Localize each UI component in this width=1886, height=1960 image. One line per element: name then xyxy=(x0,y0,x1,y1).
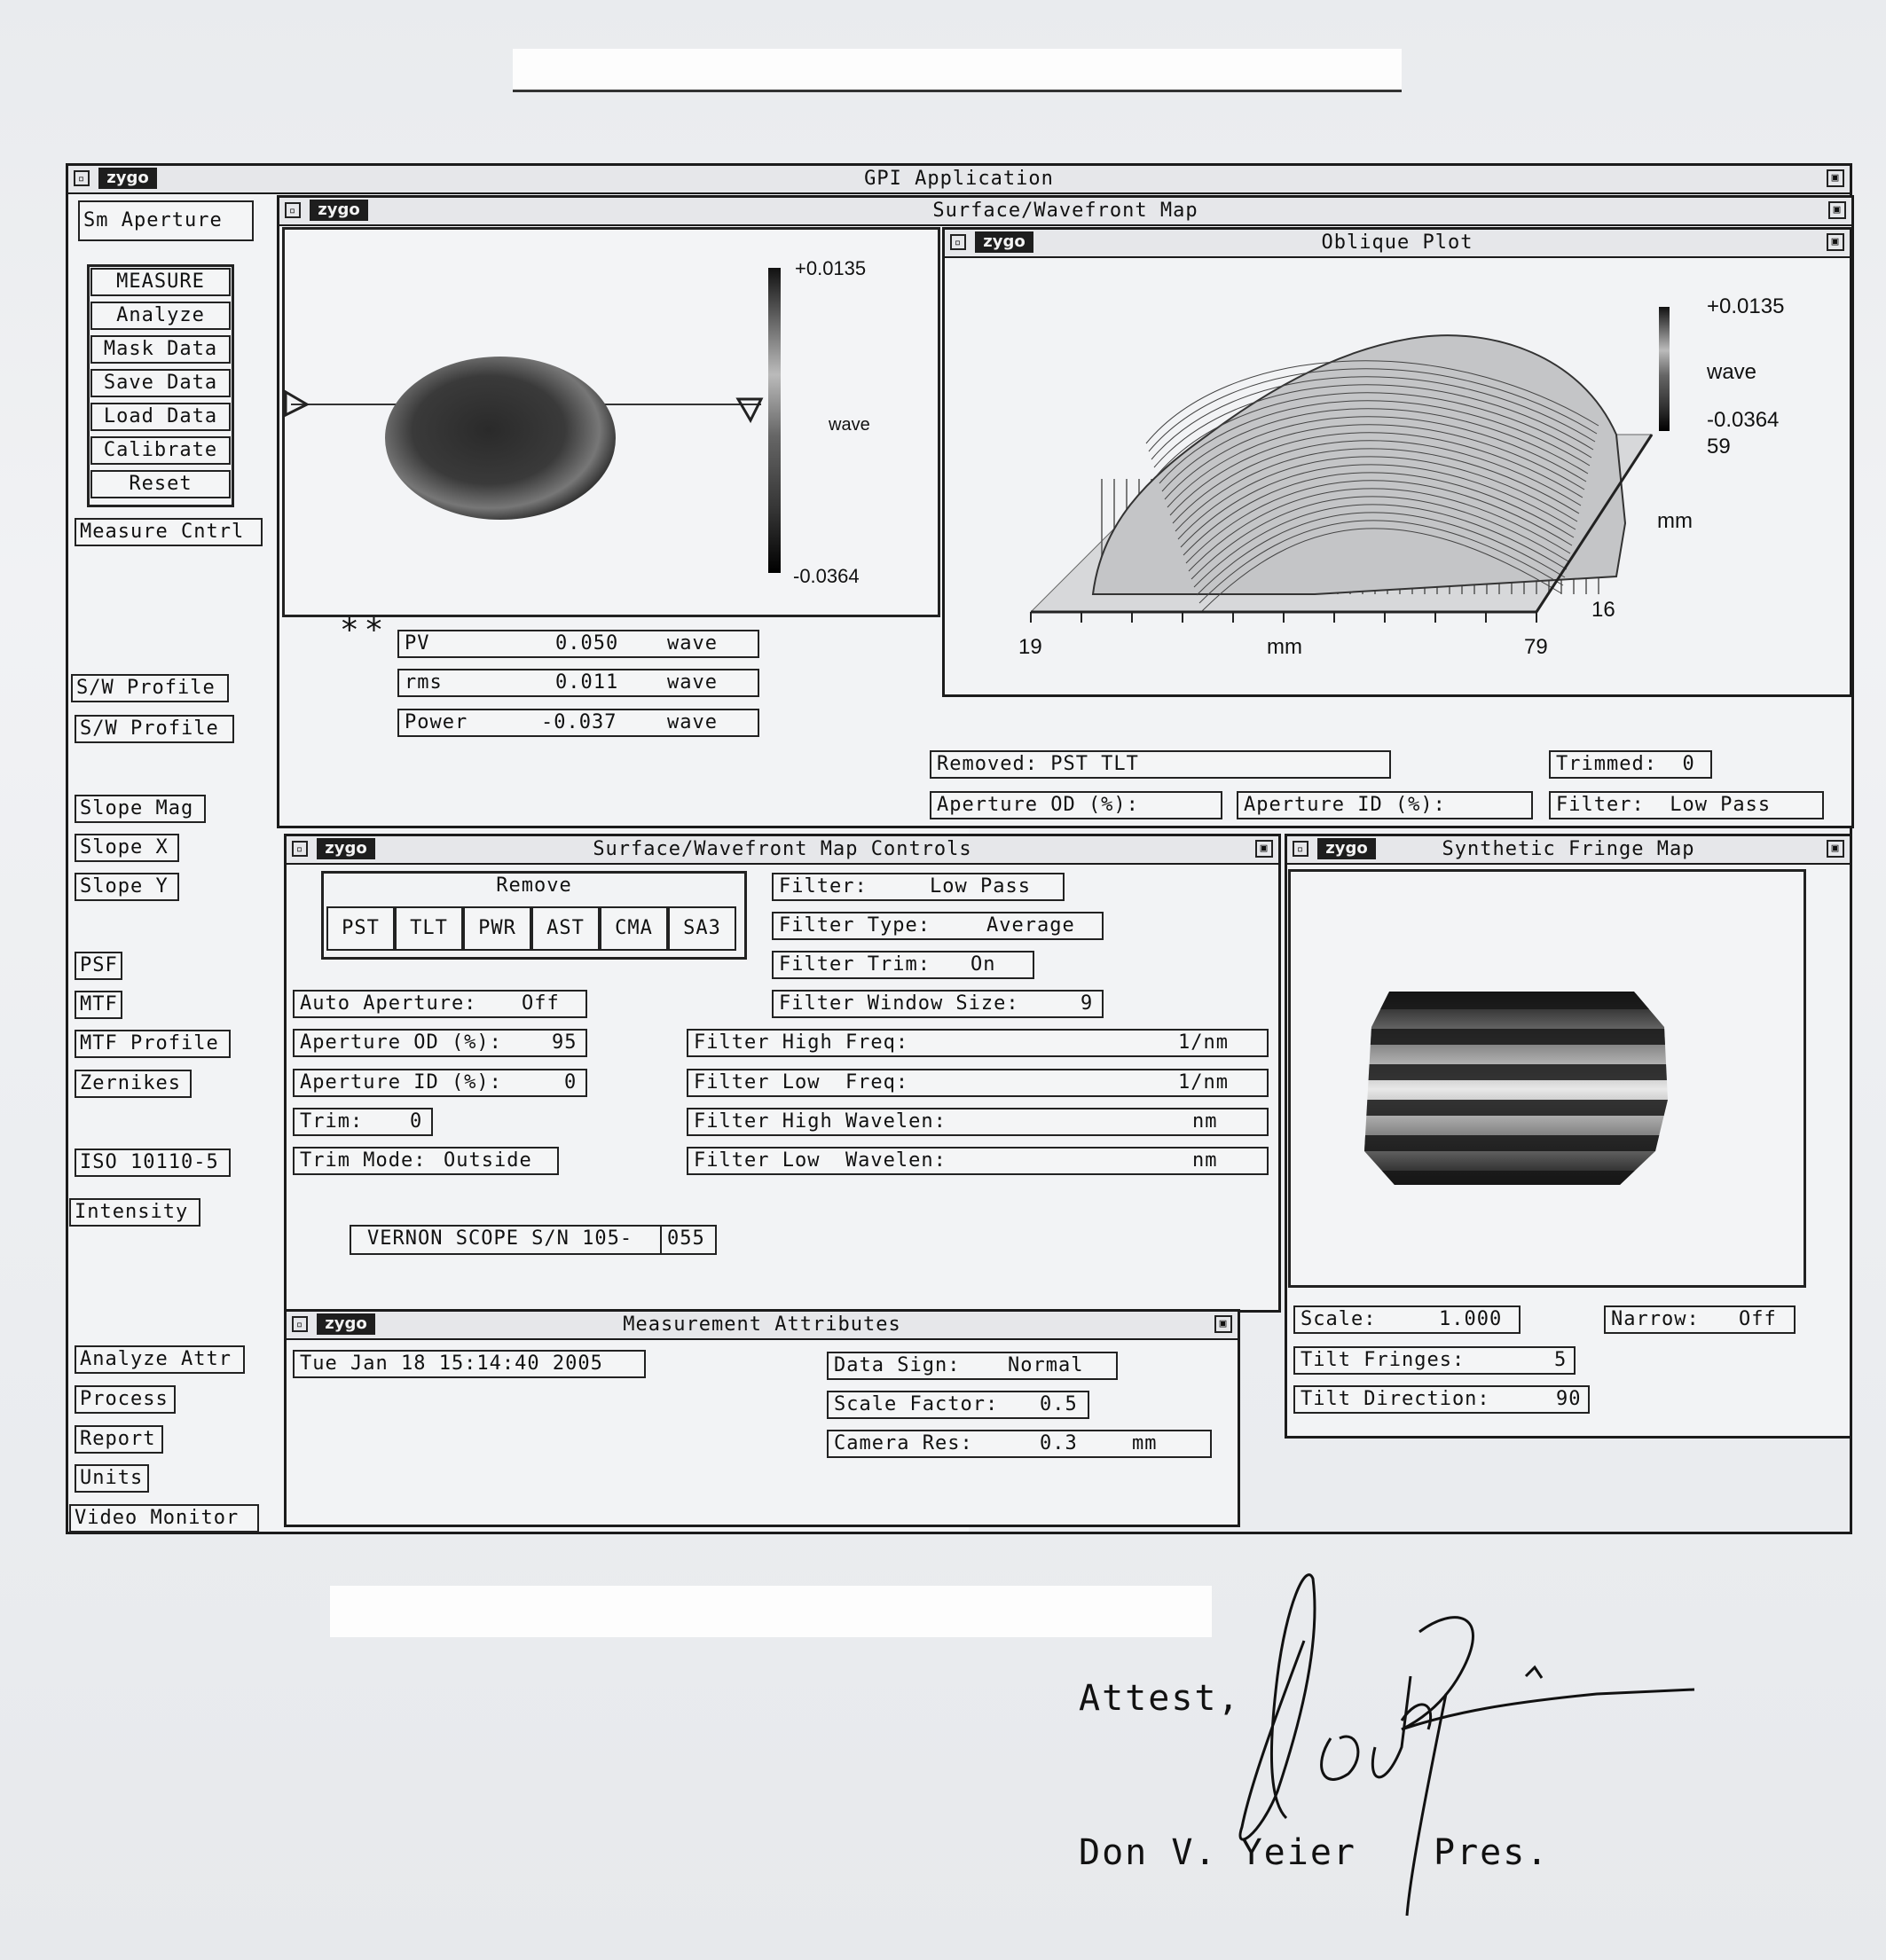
maximize-icon[interactable]: ▣ xyxy=(1828,201,1846,219)
scale-factor-label: Scale Factor: xyxy=(834,1393,999,1415)
maximize-icon[interactable]: ▣ xyxy=(1827,840,1844,858)
aperture-od-summary-text: Aperture OD (%): xyxy=(937,794,1139,816)
rms-value: 0.011 xyxy=(555,671,619,694)
camera-res-unit: mm xyxy=(1132,1432,1158,1454)
oblique-y-max: 59 xyxy=(1707,435,1731,459)
fringe-dark-band xyxy=(1359,1171,1678,1187)
sm-aperture-button[interactable]: Sm Aperture xyxy=(78,200,254,241)
camera-res-value: 0.3 xyxy=(1040,1432,1078,1454)
serial-field xyxy=(350,1225,717,1255)
attributes-title-bar xyxy=(287,1312,1238,1340)
data-sign-label: Data Sign: xyxy=(834,1354,961,1376)
fringe-title: Synthetic Fringe Map xyxy=(1442,838,1695,860)
filter-value: Low Pass xyxy=(930,875,1031,898)
narrow-field[interactable] xyxy=(1604,1305,1796,1334)
mtf-profile-button[interactable]: MTF Profile xyxy=(75,1030,231,1058)
psf-button[interactable]: PSF xyxy=(75,952,122,980)
oblique-x-min: 19 xyxy=(1018,635,1042,659)
scale-factor-field[interactable] xyxy=(827,1391,1089,1419)
attest-label: Attest, xyxy=(1079,1678,1241,1719)
low-freq-field[interactable] xyxy=(687,1069,1269,1097)
data-sign-value: Normal xyxy=(1008,1354,1084,1376)
aperture-id-value: 0 xyxy=(564,1071,578,1094)
trim-label: Trim: xyxy=(300,1110,364,1133)
scale-factor-value: 0.5 xyxy=(1040,1393,1078,1415)
slope-mag-button[interactable]: Slope Mag xyxy=(75,795,206,823)
remove-tlt-button[interactable]: TLT xyxy=(395,906,463,951)
low-wavelen-unit: nm xyxy=(1192,1149,1218,1172)
oblique-y-min: 16 xyxy=(1591,598,1615,622)
fringe-dark-band xyxy=(1359,993,1678,1009)
trimmed-text: Trimmed: 0 xyxy=(1556,753,1695,775)
redaction-top xyxy=(513,49,1402,90)
filter-summary xyxy=(1549,791,1824,819)
controls-title: Surface/Wavefront Map Controls xyxy=(593,838,972,860)
handwritten-signature xyxy=(1224,1570,1703,1925)
aperture-id-field[interactable] xyxy=(293,1069,587,1097)
zygo-logo: zygo xyxy=(975,231,1033,253)
measure-group-button-calibrate[interactable]: Calibrate xyxy=(90,436,231,465)
filter-trim-label: Filter Trim: xyxy=(779,953,931,976)
oblique-title-bar xyxy=(945,230,1850,258)
aperture-id-summary xyxy=(1237,791,1533,819)
filter-trim-field[interactable] xyxy=(772,951,1034,979)
high-wavelen-field[interactable] xyxy=(687,1108,1269,1136)
tilt-fringes-value: 5 xyxy=(1554,1349,1568,1371)
filter-type-value: Average xyxy=(986,914,1075,937)
trim-mode-label: Trim Mode: xyxy=(300,1149,427,1172)
surface-scale-max: +0.0135 xyxy=(795,257,867,279)
video-monitor-button[interactable]: Video Monitor xyxy=(69,1504,259,1533)
high-wavelen-label: Filter High Wavelen: xyxy=(694,1110,947,1133)
serial-divider xyxy=(660,1227,662,1253)
filter-field[interactable] xyxy=(772,873,1065,901)
main-title-bar xyxy=(68,166,1850,194)
oblique-color-scale xyxy=(1659,307,1670,431)
main-window-title: GPI Application xyxy=(864,168,1054,190)
measure-group-button-analyze[interactable]: Analyze xyxy=(90,302,231,330)
filter-window-value: 9 xyxy=(1081,992,1094,1015)
remove-ast-button[interactable]: AST xyxy=(531,906,600,951)
tilt-fringes-field[interactable] xyxy=(1293,1346,1576,1375)
pv-field xyxy=(397,630,759,658)
high-freq-field[interactable] xyxy=(687,1029,1269,1057)
zygo-logo: zygo xyxy=(317,838,375,859)
auto-aperture-field[interactable] xyxy=(293,990,587,1018)
maximize-icon[interactable]: ▣ xyxy=(1255,840,1273,858)
serial-text-b: 055 xyxy=(667,1227,705,1250)
filter-type-field[interactable] xyxy=(772,912,1104,940)
remove-label: Remove xyxy=(496,874,572,897)
trim-mode-field[interactable] xyxy=(293,1147,559,1175)
surface-stars: ** xyxy=(340,612,389,648)
window-menu-icon[interactable]: ▫ xyxy=(74,170,90,186)
narrow-value: Off xyxy=(1739,1308,1777,1330)
aperture-od-field[interactable] xyxy=(293,1029,587,1057)
window-menu-icon[interactable]: ▫ xyxy=(292,1316,308,1332)
oblique-x-unit: mm xyxy=(1267,635,1302,659)
fringe-dark-band xyxy=(1359,1029,1678,1045)
power-field xyxy=(397,709,759,737)
window-menu-icon[interactable]: ▫ xyxy=(285,202,301,218)
scale-value: 1.000 xyxy=(1439,1308,1503,1330)
redaction-bottom xyxy=(330,1586,1212,1637)
auto-aperture-value: Off xyxy=(522,992,560,1015)
maximize-icon[interactable]: ▣ xyxy=(1827,233,1844,251)
pv-label: PV xyxy=(405,632,430,655)
aperture-id-summary-text: Aperture ID (%): xyxy=(1244,794,1446,816)
high-wavelen-unit: nm xyxy=(1192,1110,1218,1133)
process-button[interactable]: Process xyxy=(75,1385,176,1414)
aperture-id-label: Aperture ID (%): xyxy=(300,1071,502,1094)
rms-label: rms xyxy=(405,671,443,694)
measure-group-button-measure[interactable]: MEASURE xyxy=(90,268,231,296)
controls-title-bar xyxy=(287,836,1278,865)
measure-group-button-load-data[interactable]: Load Data xyxy=(90,403,231,431)
power-value: -0.037 xyxy=(541,711,617,733)
fringe-dark-band xyxy=(1359,1100,1678,1116)
aperture-od-summary xyxy=(930,791,1222,819)
filter-trim-value: On xyxy=(971,953,996,976)
serial-text-a: VERNON SCOPE S/N 105- xyxy=(367,1227,633,1250)
scale-field[interactable] xyxy=(1293,1305,1521,1334)
fringe-graphic xyxy=(1288,869,1806,1288)
window-menu-icon[interactable]: ▫ xyxy=(950,234,966,250)
oblique-y-unit: mm xyxy=(1657,509,1693,533)
pv-unit: wave xyxy=(667,632,718,655)
mtf-button[interactable]: MTF xyxy=(75,991,122,1019)
removed-field xyxy=(930,750,1391,779)
zygo-logo: zygo xyxy=(317,1313,375,1335)
tilt-direction-value: 90 xyxy=(1556,1388,1582,1410)
aperture-od-value: 95 xyxy=(552,1031,578,1054)
filter-type-label: Filter Type: xyxy=(779,914,931,937)
trim-mode-value: Outside xyxy=(444,1149,532,1172)
narrow-label: Narrow: xyxy=(1611,1308,1700,1330)
filter-label: Filter: xyxy=(779,875,868,898)
sw-profile-button-2[interactable]: S/W Profile xyxy=(75,715,234,743)
zygo-logo: zygo xyxy=(98,168,157,189)
surface-map-disk xyxy=(385,357,616,520)
attributes-window xyxy=(284,1309,1240,1527)
remove-pst-button[interactable]: PST xyxy=(326,906,395,951)
power-label: Power xyxy=(405,711,468,733)
low-wavelen-field[interactable] xyxy=(687,1147,1269,1175)
camera-res-label: Camera Res: xyxy=(834,1432,973,1454)
oblique-ticks xyxy=(1031,612,1536,623)
trimmed-field xyxy=(1549,750,1712,779)
remove-sa3-button[interactable]: SA3 xyxy=(668,906,736,951)
datetime-field xyxy=(293,1350,646,1378)
tilt-fringes-label: Tilt Fringes: xyxy=(1301,1349,1466,1371)
slope-y-button[interactable]: Slope Y xyxy=(75,873,179,901)
sw-profile-button-1[interactable]: S/W Profile xyxy=(71,674,229,702)
report-button[interactable]: Report xyxy=(75,1425,163,1454)
oblique-title: Oblique Plot xyxy=(1321,231,1473,254)
surface-scale-unit: wave xyxy=(829,415,870,435)
redaction-line xyxy=(513,90,1402,92)
remove-cma-button[interactable]: CMA xyxy=(600,906,668,951)
measure-group-button-reset[interactable]: Reset xyxy=(90,470,231,498)
fringe-title-bar xyxy=(1287,836,1850,865)
measure-cntrl-button[interactable]: Measure Cntrl xyxy=(75,518,263,546)
attester-title: Pres. xyxy=(1434,1832,1550,1873)
oblique-x-max: 79 xyxy=(1524,635,1548,659)
trim-value: 0 xyxy=(410,1110,423,1133)
maximize-icon[interactable]: ▣ xyxy=(1214,1315,1232,1333)
high-freq-unit: 1/nm xyxy=(1178,1031,1229,1054)
fringe-dark-band xyxy=(1359,1064,1678,1080)
camera-res-field[interactable] xyxy=(827,1430,1212,1458)
fringe-pattern xyxy=(1359,992,1678,1187)
power-unit: wave xyxy=(667,711,718,733)
rms-unit: wave xyxy=(667,671,718,694)
measure-group-button-mask-data[interactable]: Mask Data xyxy=(90,335,231,364)
filter-window-field[interactable] xyxy=(772,990,1104,1018)
trim-field[interactable] xyxy=(293,1108,433,1136)
tilt-direction-label: Tilt Direction: xyxy=(1301,1388,1490,1410)
filter-window-label: Filter Window Size: xyxy=(779,992,1019,1015)
oblique-scale-max: +0.0135 xyxy=(1707,294,1785,318)
iso-button[interactable]: ISO 10110-5 xyxy=(75,1149,231,1177)
units-button[interactable]: Units xyxy=(75,1464,149,1493)
attributes-title: Measurement Attributes xyxy=(623,1313,901,1336)
fringe-dark-band xyxy=(1359,1135,1678,1151)
rms-field xyxy=(397,669,759,697)
aperture-od-label: Aperture OD (%): xyxy=(300,1031,502,1054)
oblique-scale-min: -0.0364 xyxy=(1707,408,1780,432)
attester-name: Don V. Yeier xyxy=(1079,1832,1356,1873)
datetime-text: Tue Jan 18 15:14:40 2005 xyxy=(300,1352,603,1375)
zernikes-button[interactable]: Zernikes xyxy=(75,1070,192,1098)
window-menu-icon[interactable]: ▫ xyxy=(292,841,308,857)
removed-text: Removed: PST TLT xyxy=(937,753,1139,775)
intensity-button[interactable]: Intensity xyxy=(69,1198,200,1227)
oblique-scale-unit: wave xyxy=(1707,360,1757,384)
low-freq-label: Filter Low Freq: xyxy=(694,1071,909,1094)
low-freq-unit: 1/nm xyxy=(1178,1071,1229,1094)
scale-label: Scale: xyxy=(1301,1308,1377,1330)
oblique-3d-plot xyxy=(942,257,1852,697)
filter-summary-text: Filter: Low Pass xyxy=(1556,794,1772,816)
color-scale-bar xyxy=(768,268,781,573)
high-freq-label: Filter High Freq: xyxy=(694,1031,909,1054)
surface-map-title: Surface/Wavefront Map xyxy=(932,200,1198,222)
measure-group-button-save-data[interactable]: Save Data xyxy=(90,369,231,397)
remove-pwr-button[interactable]: PWR xyxy=(463,906,531,951)
window-menu-icon[interactable]: ▫ xyxy=(1293,841,1308,857)
surface-scale-min: -0.0364 xyxy=(793,565,860,587)
low-wavelen-label: Filter Low Wavelen: xyxy=(694,1149,947,1172)
pv-value: 0.050 xyxy=(555,632,619,655)
maximize-icon[interactable]: ▣ xyxy=(1827,169,1844,187)
data-sign-field[interactable] xyxy=(827,1352,1118,1380)
slope-x-button[interactable]: Slope X xyxy=(75,834,179,862)
analyze-attr-button[interactable]: Analyze Attr xyxy=(75,1345,245,1374)
tilt-direction-field[interactable] xyxy=(1293,1385,1590,1414)
profile-right-marker[interactable] xyxy=(738,399,761,420)
zygo-logo: zygo xyxy=(1317,838,1376,859)
auto-aperture-label: Auto Aperture: xyxy=(300,992,477,1015)
surface-map-title-bar xyxy=(279,198,1851,226)
zygo-logo: zygo xyxy=(310,200,368,221)
